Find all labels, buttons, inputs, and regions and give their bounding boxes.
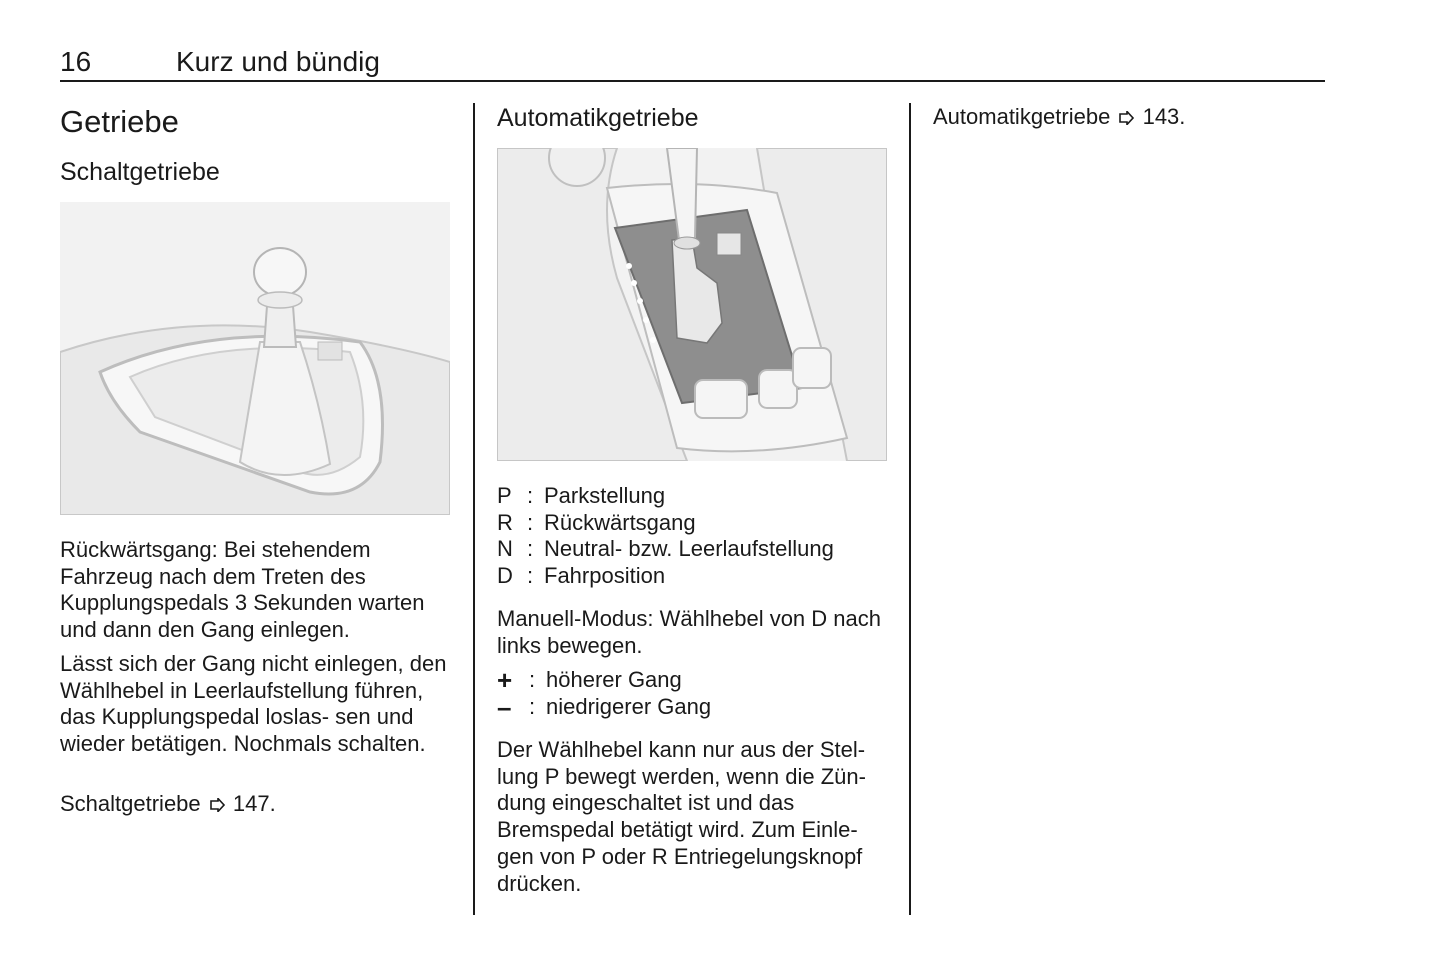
mode-row: [497, 667, 711, 694]
release-button-paragraph: Der Wählhebel kann nur aus der Stel- lung P bewegt werden, wenn die Zün- dung eingeschaltet ist und das Bremspedal betätigt wird. Zum Einle- gen von P oder R Entriegelungsknopf drücken.: [497, 737, 866, 896]
reverse-gear-paragraph: Rückwärtsgang: Bei stehendem Fahrzeug nach dem Treten des Kupplungspedals 3 Sekunden warten und dann den Gang einlegen.: [60, 537, 425, 643]
position-key: D: [497, 563, 513, 589]
manual-transmission-reference: [60, 791, 276, 818]
mode-text: höherer Gang: [546, 667, 682, 692]
position-key: N: [497, 536, 513, 562]
reference-page[interactable]: 143.: [1142, 104, 1186, 129]
header-divider: [60, 80, 1325, 82]
position-row: [497, 483, 834, 510]
separator: :: [527, 563, 534, 589]
mode-row: [497, 691, 712, 722]
chapter-title: Kurz und bündig: [176, 46, 380, 77]
gear-knob-icon: [60, 202, 450, 515]
position-text: Fahrposition: [544, 563, 666, 589]
column-divider-1: [473, 103, 475, 915]
separator: :: [527, 536, 534, 562]
reference-text: Schaltgetriebe: [60, 791, 201, 816]
reference-page[interactable]: 147.: [232, 791, 276, 816]
automatic-transmission-heading: Automatikgetriebe: [497, 104, 699, 132]
automatic-transmission-reference: [933, 104, 1185, 131]
position-text: Parkstellung: [544, 483, 666, 508]
selector-lever-icon: [497, 148, 887, 461]
reference-text: Automatikgetriebe: [933, 104, 1111, 129]
separator: :: [529, 693, 536, 719]
position-row: [497, 563, 834, 590]
position-key: R: [497, 509, 513, 535]
page-number: 16: [60, 46, 92, 77]
manual-transmission-heading: Schaltgetriebe: [60, 158, 220, 186]
manual-mode-list: [497, 667, 711, 720]
column-divider-2: [909, 103, 911, 915]
manual-gearshift-illustration: [60, 202, 450, 515]
position-key: P: [497, 483, 512, 508]
position-row: [497, 510, 834, 537]
automatic-selector-illustration: [497, 148, 887, 461]
separator: :: [527, 483, 534, 508]
reference-arrow-icon: [1118, 111, 1134, 125]
manual-mode-paragraph: Manuell-Modus: Wählhebel von D nach links bewegen.: [497, 606, 881, 658]
selector-positions-list: [497, 483, 834, 590]
position-row: [497, 536, 834, 563]
separator: :: [529, 667, 536, 692]
minus-icon: –: [497, 691, 512, 722]
reference-arrow-icon: [209, 798, 225, 812]
plus-icon: +: [497, 665, 513, 695]
gear-not-engaging-paragraph: Lässt sich der Gang nicht einlegen, den Wählhebel in Leerlaufstellung führen, das Kupplungspedal loslas- sen und wieder betätigen. Nochmals schalten.: [60, 651, 447, 757]
position-text: Neutral- bzw. Leerlaufstellung: [544, 536, 834, 562]
section-heading: Getriebe: [60, 104, 179, 139]
mode-text: niedrigerer Gang: [546, 693, 712, 719]
position-text: Rückwärtsgang: [544, 509, 696, 535]
separator: :: [527, 509, 534, 535]
